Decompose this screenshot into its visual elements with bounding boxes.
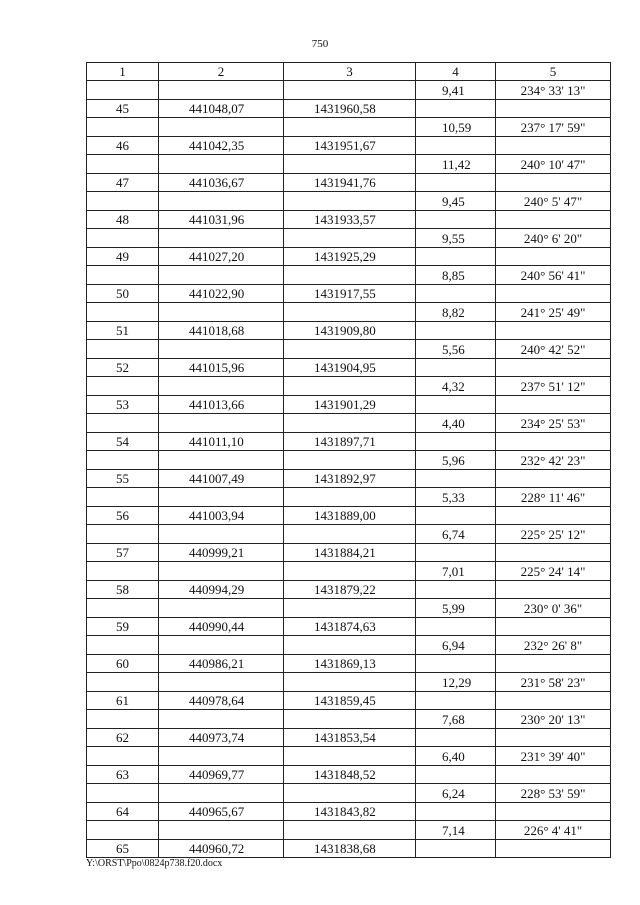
segment-row [87,266,611,285]
segment-length-cell [416,840,496,858]
y-coordinate-cell [284,636,416,655]
segment-length-cell [416,248,496,266]
x-coordinate-cell [159,599,284,618]
point-number-cell [87,414,159,433]
y-coordinate-cell: 1431884,21 [284,544,416,562]
point-number-cell [87,229,159,248]
bearing-angle-cell: 226° 4' 41" [496,821,611,840]
bearing-angle-cell: 234° 33' 13" [496,81,611,100]
segment-length-cell [416,211,496,229]
point-number-cell [87,81,159,100]
segment-length-cell: 9,55 [416,229,496,248]
x-coordinate-cell: 440994,29 [159,581,284,599]
y-coordinate-cell: 1431960,58 [284,100,416,118]
segment-length-cell [416,396,496,414]
point-row [87,803,611,821]
point-number-cell: 63 [87,766,159,784]
bearing-angle-cell: 228° 53' 59" [496,784,611,803]
segment-row [87,340,611,359]
point-number-cell [87,451,159,470]
y-coordinate-cell: 1431869,13 [284,655,416,673]
bearing-angle-cell: 240° 56' 41" [496,266,611,285]
segment-length-cell: 5,56 [416,340,496,359]
point-number-cell [87,155,159,174]
bearing-angle-cell: 240° 10' 47" [496,155,611,174]
segment-length-cell [416,507,496,525]
segment-length-cell [416,544,496,562]
x-coordinate-cell [159,192,284,211]
segment-row [87,414,611,433]
point-number-cell: 48 [87,211,159,229]
point-row [87,433,611,451]
point-number-cell [87,710,159,729]
segment-row [87,821,611,840]
y-coordinate-cell: 1431897,71 [284,433,416,451]
segment-length-cell: 4,40 [416,414,496,433]
segment-row [87,192,611,211]
bearing-angle-cell [496,507,611,525]
segment-length-cell: 8,85 [416,266,496,285]
y-coordinate-cell [284,784,416,803]
point-number-cell [87,673,159,692]
bearing-angle-cell [496,359,611,377]
segment-length-cell [416,433,496,451]
segment-length-cell: 7,01 [416,562,496,581]
segment-row [87,229,611,248]
x-coordinate-cell: 440990,44 [159,618,284,636]
x-coordinate-cell [159,451,284,470]
x-coordinate-cell: 441048,07 [159,100,284,118]
bearing-angle-cell [496,137,611,155]
x-coordinate-cell [159,525,284,544]
y-coordinate-cell [284,451,416,470]
y-coordinate-cell: 1431853,54 [284,729,416,747]
table-header-row [87,63,611,81]
segment-row [87,784,611,803]
point-number-cell: 65 [87,840,159,858]
point-row [87,174,611,192]
bearing-angle-cell: 228° 11' 46" [496,488,611,507]
segment-length-cell [416,322,496,340]
column-header: 5 [496,63,611,81]
y-coordinate-cell: 1431901,29 [284,396,416,414]
point-row [87,100,611,118]
y-coordinate-cell: 1431904,95 [284,359,416,377]
segment-row [87,118,611,137]
bearing-angle-cell [496,692,611,710]
column-header: 1 [87,63,159,81]
x-coordinate-cell [159,747,284,766]
segment-length-cell: 12,29 [416,673,496,692]
segment-length-cell [416,581,496,599]
bearing-angle-cell: 230° 0' 36" [496,599,611,618]
segment-length-cell: 7,68 [416,710,496,729]
bearing-angle-cell: 232° 26' 8" [496,636,611,655]
y-coordinate-cell [284,710,416,729]
point-number-cell [87,636,159,655]
segment-length-cell: 4,32 [416,377,496,396]
point-number-cell: 56 [87,507,159,525]
segment-length-cell: 9,41 [416,81,496,100]
bearing-angle-cell: 225° 24' 14" [496,562,611,581]
point-row [87,692,611,710]
bearing-angle-cell: 231° 39' 40" [496,747,611,766]
point-row [87,322,611,340]
bearing-angle-cell: 230° 20' 13" [496,710,611,729]
point-row [87,729,611,747]
bearing-angle-cell [496,396,611,414]
bearing-angle-cell [496,433,611,451]
x-coordinate-cell: 440969,77 [159,766,284,784]
point-number-cell: 47 [87,174,159,192]
bearing-angle-cell [496,211,611,229]
bearing-angle-cell [496,803,611,821]
segment-length-cell [416,137,496,155]
point-number-cell: 50 [87,285,159,303]
coordinates-table [86,62,611,858]
point-number-cell [87,784,159,803]
point-row [87,359,611,377]
point-number-cell: 53 [87,396,159,414]
x-coordinate-cell [159,488,284,507]
x-coordinate-cell [159,784,284,803]
x-coordinate-cell: 441036,67 [159,174,284,192]
x-coordinate-cell: 440986,21 [159,655,284,673]
x-coordinate-cell: 441011,10 [159,433,284,451]
bearing-angle-cell [496,285,611,303]
segment-length-cell [416,470,496,488]
point-row [87,840,611,858]
bearing-angle-cell [496,470,611,488]
point-number-cell: 58 [87,581,159,599]
x-coordinate-cell: 441013,66 [159,396,284,414]
y-coordinate-cell [284,747,416,766]
column-header: 4 [416,63,496,81]
bearing-angle-cell [496,766,611,784]
segment-length-cell: 9,45 [416,192,496,211]
bearing-angle-cell: 234° 25' 53" [496,414,611,433]
point-number-cell [87,525,159,544]
y-coordinate-cell: 1431941,76 [284,174,416,192]
x-coordinate-cell: 441007,49 [159,470,284,488]
y-coordinate-cell: 1431889,00 [284,507,416,525]
point-row [87,618,611,636]
point-number-cell [87,303,159,322]
segment-row [87,488,611,507]
point-number-cell [87,192,159,211]
point-row [87,470,611,488]
y-coordinate-cell [284,81,416,100]
point-number-cell [87,599,159,618]
x-coordinate-cell: 440999,21 [159,544,284,562]
point-row [87,137,611,155]
bearing-angle-cell [496,544,611,562]
point-number-cell: 54 [87,433,159,451]
bearing-angle-cell [496,655,611,673]
x-coordinate-cell [159,821,284,840]
bearing-angle-cell: 241° 25' 49" [496,303,611,322]
y-coordinate-cell: 1431879,22 [284,581,416,599]
segment-row [87,562,611,581]
x-coordinate-cell [159,377,284,396]
segment-length-cell: 7,14 [416,821,496,840]
y-coordinate-cell: 1431917,55 [284,285,416,303]
bearing-angle-cell: 240° 6' 20" [496,229,611,248]
bearing-angle-cell [496,581,611,599]
y-coordinate-cell: 1431925,29 [284,248,416,266]
y-coordinate-cell: 1431874,63 [284,618,416,636]
y-coordinate-cell: 1431848,52 [284,766,416,784]
x-coordinate-cell [159,118,284,137]
segment-length-cell: 10,59 [416,118,496,137]
bearing-angle-cell [496,729,611,747]
y-coordinate-cell: 1431892,97 [284,470,416,488]
x-coordinate-cell: 441042,35 [159,137,284,155]
x-coordinate-cell [159,81,284,100]
y-coordinate-cell [284,525,416,544]
bearing-angle-cell [496,840,611,858]
segment-length-cell: 6,94 [416,636,496,655]
bearing-angle-cell [496,248,611,266]
x-coordinate-cell: 441003,94 [159,507,284,525]
x-coordinate-cell: 440978,64 [159,692,284,710]
y-coordinate-cell: 1431859,45 [284,692,416,710]
point-number-cell [87,821,159,840]
y-coordinate-cell [284,673,416,692]
x-coordinate-cell [159,414,284,433]
y-coordinate-cell [284,266,416,285]
x-coordinate-cell [159,710,284,729]
segment-row [87,710,611,729]
point-row [87,248,611,266]
point-row [87,396,611,414]
y-coordinate-cell [284,118,416,137]
table-body [87,81,611,858]
segment-row [87,377,611,396]
y-coordinate-cell [284,377,416,396]
segment-length-cell: 6,74 [416,525,496,544]
segment-length-cell: 11,42 [416,155,496,174]
segment-length-cell [416,692,496,710]
bearing-angle-cell [496,100,611,118]
bearing-angle-cell [496,322,611,340]
segment-row [87,747,611,766]
x-coordinate-cell [159,673,284,692]
bearing-angle-cell: 240° 42' 52" [496,340,611,359]
point-row [87,655,611,673]
point-number-cell [87,377,159,396]
segment-row [87,451,611,470]
bearing-angle-cell [496,174,611,192]
segment-row [87,673,611,692]
x-coordinate-cell [159,303,284,322]
y-coordinate-cell [284,821,416,840]
y-coordinate-cell [284,303,416,322]
segment-row [87,155,611,174]
segment-length-cell: 6,24 [416,784,496,803]
column-header: 2 [159,63,284,81]
segment-row [87,599,611,618]
y-coordinate-cell: 1431933,57 [284,211,416,229]
bearing-angle-cell: 231° 58' 23" [496,673,611,692]
page-number: 750 [311,38,329,50]
segment-row [87,81,611,100]
point-number-cell: 60 [87,655,159,673]
point-number-cell: 59 [87,618,159,636]
point-number-cell [87,266,159,285]
coordinates-table-wrapper [86,62,610,858]
point-number-cell: 51 [87,322,159,340]
point-row [87,766,611,784]
bearing-angle-cell: 237° 51' 12" [496,377,611,396]
x-coordinate-cell: 441031,96 [159,211,284,229]
y-coordinate-cell: 1431951,67 [284,137,416,155]
document-file-path: Y:\ORST\Ppo\0824p738.f20.docx [86,858,223,869]
point-number-cell [87,488,159,507]
x-coordinate-cell: 440973,74 [159,729,284,747]
segment-row [87,636,611,655]
bearing-angle-cell: 240° 5' 47" [496,192,611,211]
point-number-cell: 55 [87,470,159,488]
bearing-angle-cell: 237° 17' 59" [496,118,611,137]
y-coordinate-cell: 1431909,80 [284,322,416,340]
point-number-cell: 49 [87,248,159,266]
segment-length-cell [416,100,496,118]
y-coordinate-cell: 1431843,82 [284,803,416,821]
segment-length-cell: 5,96 [416,451,496,470]
point-number-cell [87,562,159,581]
point-row [87,211,611,229]
x-coordinate-cell [159,266,284,285]
point-number-cell [87,340,159,359]
x-coordinate-cell: 440965,67 [159,803,284,821]
point-row [87,285,611,303]
segment-length-cell: 6,40 [416,747,496,766]
segment-length-cell [416,618,496,636]
segment-length-cell: 5,99 [416,599,496,618]
segment-length-cell [416,174,496,192]
point-number-cell: 61 [87,692,159,710]
x-coordinate-cell: 441022,90 [159,285,284,303]
x-coordinate-cell: 441018,68 [159,322,284,340]
x-coordinate-cell: 440960,72 [159,840,284,858]
bearing-angle-cell: 225° 25' 12" [496,525,611,544]
segment-length-cell [416,359,496,377]
x-coordinate-cell [159,636,284,655]
segment-length-cell [416,766,496,784]
point-number-cell: 64 [87,803,159,821]
x-coordinate-cell [159,562,284,581]
x-coordinate-cell [159,340,284,359]
y-coordinate-cell [284,192,416,211]
point-number-cell [87,118,159,137]
bearing-angle-cell [496,618,611,636]
segment-length-cell [416,729,496,747]
y-coordinate-cell [284,340,416,359]
x-coordinate-cell: 441027,20 [159,248,284,266]
point-row [87,581,611,599]
y-coordinate-cell [284,599,416,618]
point-number-cell [87,747,159,766]
point-number-cell: 62 [87,729,159,747]
point-row [87,544,611,562]
bearing-angle-cell: 232° 42' 23" [496,451,611,470]
x-coordinate-cell [159,155,284,174]
segment-length-cell: 5,33 [416,488,496,507]
y-coordinate-cell [284,562,416,581]
y-coordinate-cell [284,414,416,433]
y-coordinate-cell [284,155,416,174]
segment-row [87,525,611,544]
segment-length-cell [416,655,496,673]
x-coordinate-cell [159,229,284,248]
segment-length-cell: 8,82 [416,303,496,322]
segment-row [87,303,611,322]
x-coordinate-cell: 441015,96 [159,359,284,377]
y-coordinate-cell [284,488,416,507]
point-number-cell: 46 [87,137,159,155]
point-number-cell: 45 [87,100,159,118]
point-number-cell: 52 [87,359,159,377]
point-number-cell: 57 [87,544,159,562]
segment-length-cell [416,803,496,821]
y-coordinate-cell [284,229,416,248]
y-coordinate-cell: 1431838,68 [284,840,416,858]
column-header: 3 [284,63,416,81]
segment-length-cell [416,285,496,303]
point-row [87,507,611,525]
